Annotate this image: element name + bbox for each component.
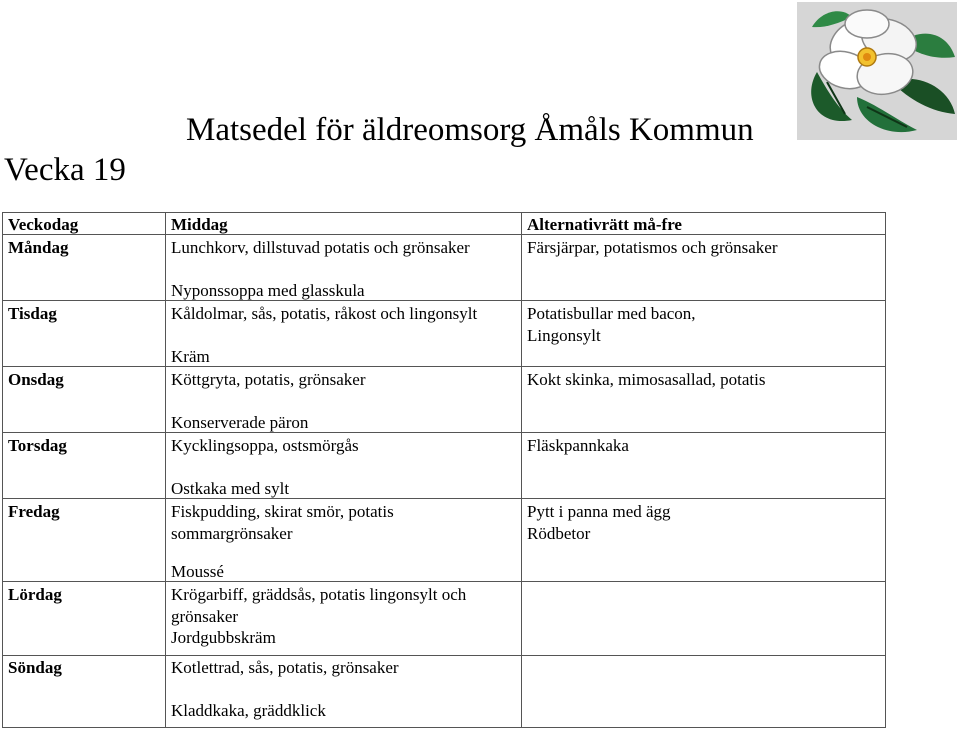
header-lunch: Middag [171,215,228,234]
flower-icon [797,2,957,140]
alt-line: Rödbetor [527,524,591,543]
alt-line: Lingonsylt [527,326,601,345]
alt-line: Fläskpannkaka [527,436,629,455]
lunch-line: sommargrönsaker [171,524,293,543]
lunch-line: Fiskpudding, skirat smör, potatis [171,502,394,521]
day-label: Lördag [8,585,62,604]
week-label: Vecka 19 [4,152,126,188]
header-alt: Alternativrätt må-fre [527,215,682,234]
day-label: Onsdag [8,370,64,389]
lunch-line: Lunchkorv, dillstuvad potatis och grönsaker [171,238,470,257]
dessert-line: Kladdkaka, gräddklick [171,701,326,720]
dessert-line: Nyponssoppa med glasskula [171,281,365,300]
dessert-line: Ostkaka med sylt [171,479,290,498]
lunch-line: Jordgubbskräm [171,628,276,647]
alt-line: Potatisbullar med bacon, [527,304,696,323]
alt-line: Kokt skinka, mimosasallad, potatis [527,370,766,389]
lunch-line: Krögarbiff, gräddsås, potatis lingonsylt och [171,585,467,604]
header-day: Veckodag [8,215,79,234]
lunch-line: Kotlettrad, sås, potatis, grönsaker [171,658,399,677]
lunch-line: Kycklingsoppa, ostsmörgås [171,436,359,455]
day-label: Söndag [8,658,62,677]
alt-line: Pytt i panna med ägg [527,502,671,521]
dessert-line: Kräm [171,347,210,366]
day-label: Torsdag [8,436,67,455]
lunch-line: Köttgryta, potatis, grönsaker [171,370,366,389]
lunch-line: Kåldolmar, sås, potatis, råkost och lingonsylt [171,304,478,323]
day-label: Måndag [8,238,69,257]
day-label: Fredag [8,502,60,521]
dessert-line: Konserverade päron [171,413,309,432]
alt-line: Färsjärpar, potatismos och grönsaker [527,238,778,257]
lunch-line: grönsaker [171,607,239,626]
dessert-line: Moussé [171,562,224,581]
day-label: Tisdag [8,304,57,323]
page-title: Matsedel för äldreomsorg Åmåls Kommun [186,112,754,148]
